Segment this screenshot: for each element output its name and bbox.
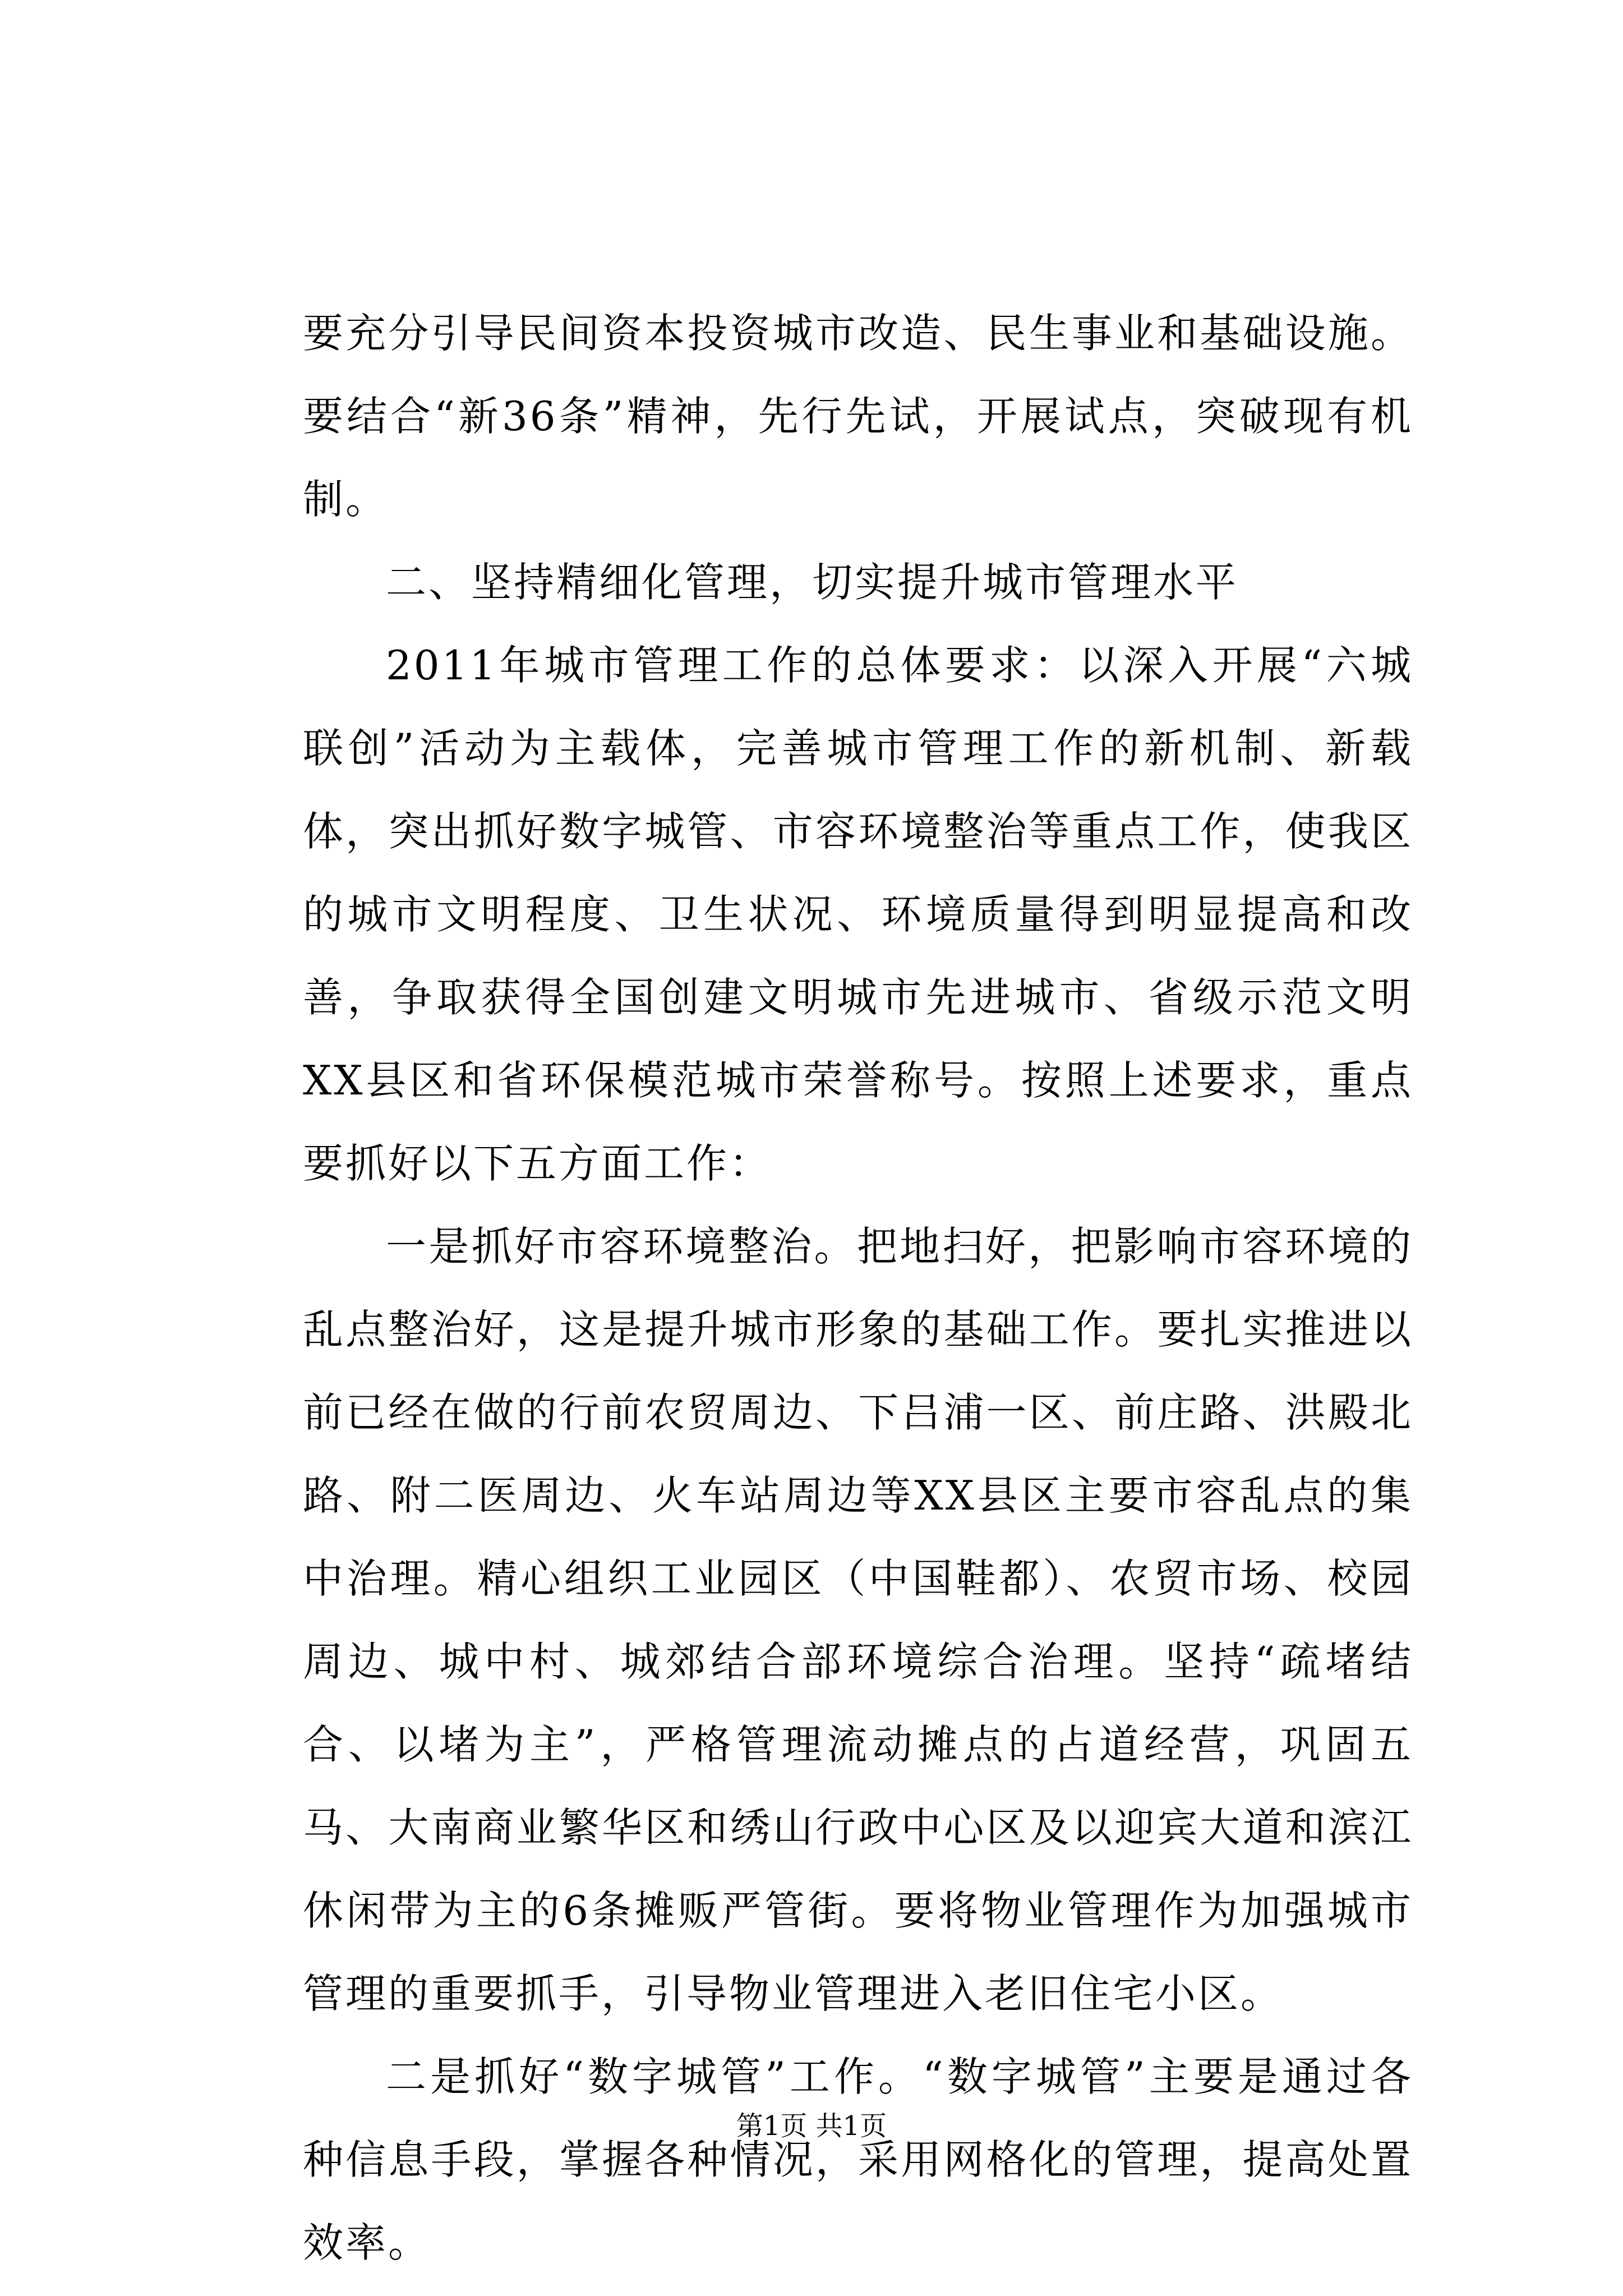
paragraph-3: 2011年城市管理工作的总体要求：以深入开展“六城联创”活动为主载体，完善城市管理工作的新机制、新载体，突出抓好数字城管、市容环境整治等重点工作，使我区的城市文明程度、卫生状况、环境质量得到明显提高和改善，争取获得全国创建文明城市先进城市、省级示范文明XX县区和省环保模范城市荣誉称号。按照上述要求，重点要抓好以下五方面工作：	[303, 642, 1413, 1187]
section-heading: 二、坚持精细化管理，切实提升城市管理水平	[386, 559, 1239, 606]
paragraph-1: 要充分引导民间资本投资城市改造、民生事业和基础设施。要结合“新36条”精神，先行先试，开展试点，突破现有机制。	[303, 310, 1413, 523]
paragraph-5: 二是抓好“数字城管”工作。“数字城管”主要是通过各种信息手段，掌握各种情况，采用网格化的管理，提高处置效率。	[303, 2053, 1413, 2266]
paragraph-4: 一是抓好市容环境整治。把地扫好，把影响市容环境的乱点整治好，这是提升城市形象的基础工作。要扎实推进以前已经在做的行前农贸周边、下吕浦一区、前庄路、洪殿北路、附二医周边、火车站周边等XX县区主要市容乱点的集中治理。精心组织工业园区（中国鞋都）、农贸市场、校园周边、城中村、城郊结合部环境综合治理。坚持“疏堵结合、以堵为主”，严格管理流动摊点的占道经营，巩固五马、大南商业繁华区和绣山行政中心区及以迎宾大道和滨江休闲带为主的6条摊贩严管街。要将物业管理作为加强城市管理的重要抓手，引导物业管理进入老旧住宅小区。	[303, 1223, 1413, 2017]
page-footer: 第1页 共1页	[736, 2110, 887, 2142]
document-body	[303, 292, 1413, 2284]
